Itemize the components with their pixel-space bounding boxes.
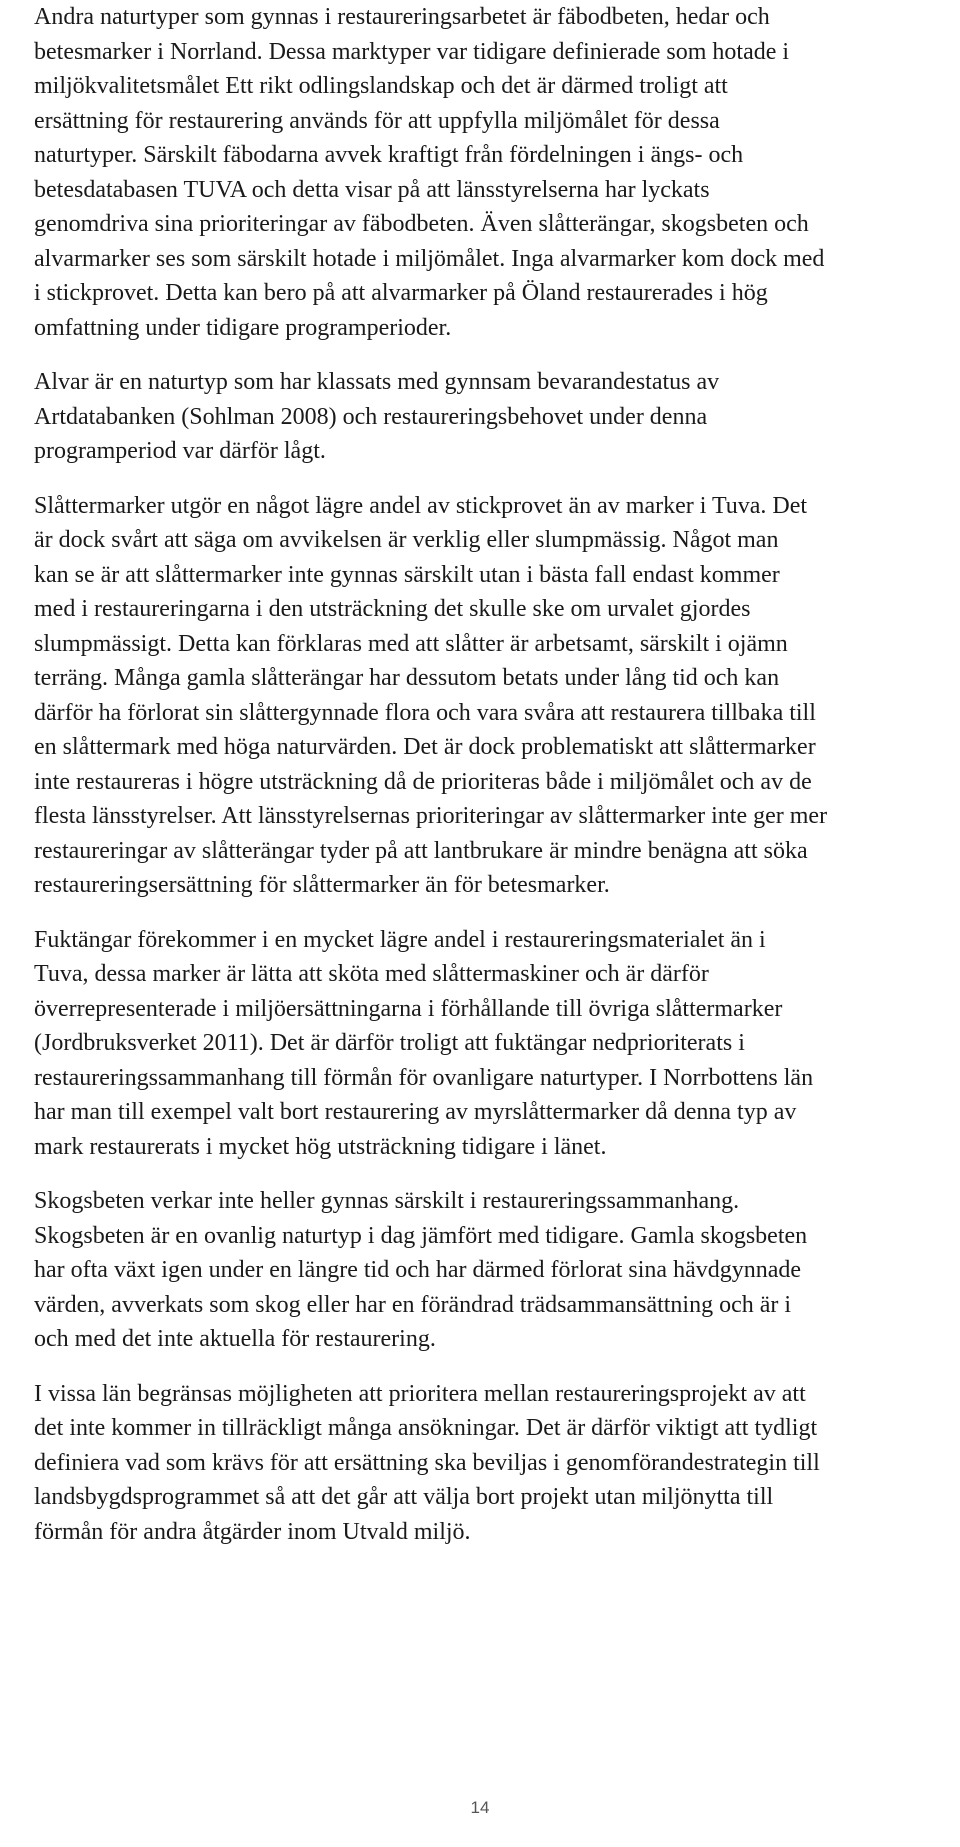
paragraph-prioritering: I vissa län begränsas möjligheten att prioritera mellan restaureringsprojekt av att det inte kommer in tillräckligt många ansökningar. Det är därför viktigt att tydligt definiera vad som krävs för att ersättning ska beviljas i genomförandestrategin till landsbygdsprogrammet så att det går att välja bort projekt utan miljönytta till förmån för andra åtgärder inom Utvald miljö. [34, 1380, 820, 1545]
paragraph-alvar: Alvar är en naturtyp som har klassats med gynnsam bevarandestatus av Artdatabanken (Sohlman 2008) och restaureringsbehovet under denna programperiod var därför lågt. [34, 369, 720, 464]
paragraph-slattermarker: Slåttermarker utgör en något lägre andel av stickprovet än av marker i Tuva. Det är dock svårt att säga om avvikelsen är verklig eller slumpmässig. Något man kan se är att slåttermarker inte gynnas särskilt utan i bästa fall endast kommer med i restaureringarna i den utsträckning det skulle ske om urvalet gjordes slumpmässigt. Detta kan förklaras med att slåtter är arbetsamt, särskilt i ojämn terräng. Många gamla slåtterängar har dessutom betats under lång tid och kan därför ha förlorat sin slåttergynnade flora och vara svåra att restaurera tillbaka till en slåttermark med höga naturvärden. Det är dock problematiskt att slåttermarker inte restaureras i högre utsträckning då de prioriteras både i miljömålet och av de flesta länsstyrelser. Att länsstyrelsernas prioriteringar av slåttermarker inte ger mer restaureringar av slåtterängar tyder på att lantbrukare är mindre benägna att söka restaureringsersättning för slåttermarker än för betesmarker. [34, 492, 828, 898]
page-number: 14 [470, 1798, 490, 1817]
body-text [34, 0, 954, 1569]
paragraph-fabodbeten: Andra naturtyper som gynnas i restaureringsarbetet är fäbodbeten, hedar och betesmarker i Norrland. Dessa marktyper var tidigare definierade som hotade i miljökvalitetsmålet Ett rikt odlingslandskap och det är därmed troligt att ersättning för restaurering används för att uppfylla miljömålet för dessa naturtyper. Särskilt fäbodarna avvek kraftigt från fördelningen i ängs- och betesdatabasen TUVA och detta visar på att länsstyrelserna har lyckats genomdriva sina prioriteringar av fäbodbeten. Även slåtterängar, skogsbeten och alvarmarker ses som särskilt hotade i miljömålet. Inga alvarmarker kom dock med i stickprovet. Detta kan bero på att alvarmarker på Öland restaurerades i hög omfattning under tidigare programperioder. [34, 4, 825, 341]
paragraph-fuktangar: Fuktängar förekommer i en mycket lägre andel i restaureringsmaterialet än i Tuva, dessa marker är lätta att sköta med slåttermaskiner och är därför överrepresenterade i miljöersättningarna i förhållande till övriga slåttermarker (Jordbruksverket 2011). Det är därför troligt att fuktängar nedprioriterats i restaureringssammanhang till förmån för ovanligare naturtyper. I Norrbottens län har man till exempel valt bort restaurering av myrslåttermarker då denna typ av mark restaurerats i mycket hög utsträckning tidigare i länet. [34, 926, 814, 1160]
paragraph-skogsbeten: Skogsbeten verkar inte heller gynnas särskilt i restaureringssammanhang. Skogsbeten är en ovanlig naturtyp i dag jämfört med tidigare. Gamla skogsbeten har ofta växt igen under en längre tid och har därmed förlorat sina hävdgynnade värden, avverkats som skog eller har en förändrad trädsammansättning och är i och med det inte aktuella för restaurering. [34, 1188, 808, 1352]
